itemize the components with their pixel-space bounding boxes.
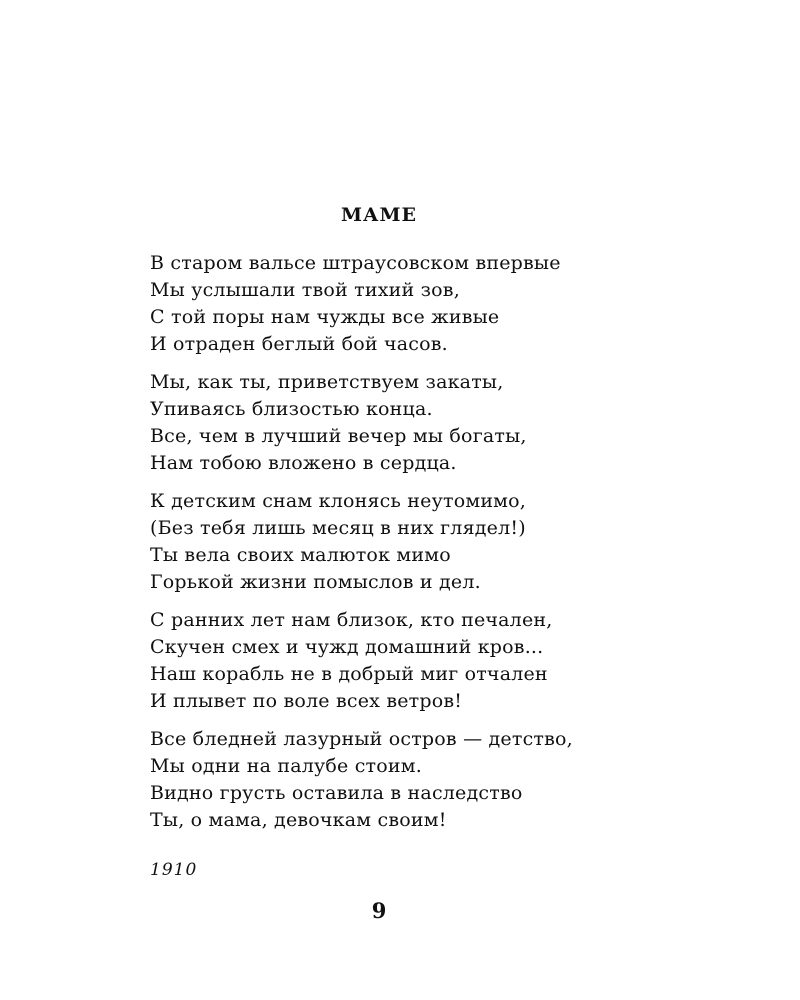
- poem-year: 1910: [150, 860, 198, 880]
- stanza-4: [150, 607, 770, 715]
- stanza-5: [150, 726, 770, 834]
- poem-line: С ранних лет нам близок, кто печален,: [150, 609, 553, 631]
- poem-line: Горькой жизни помыслов и дел.: [150, 571, 481, 593]
- page-number: 9: [371, 898, 387, 923]
- poem-line: Ты, о мама, девочкам своим!: [150, 809, 447, 831]
- poem-line: Видно грусть оставила в наследство: [150, 782, 523, 804]
- poem-line: И плывет по воле всех ветров!: [150, 690, 463, 712]
- poem-line: В старом вальсе штраусовском впервые: [150, 252, 561, 274]
- poem-line: Ты вела своих малюток мимо: [150, 544, 451, 566]
- poem-line: Упиваясь близостью конца.: [150, 398, 433, 420]
- stanza-3: [150, 488, 770, 596]
- poem-line: Нам тобою вложено в сердца.: [150, 452, 457, 474]
- poem-body: [150, 250, 770, 845]
- stanza-1: [150, 250, 770, 358]
- poem-line: Мы услышали твой тихий зов,: [150, 279, 460, 301]
- poem-line: Все бледней лазурный остров — детство,: [150, 728, 573, 750]
- poem-line: И отраден беглый бой часов.: [150, 333, 448, 355]
- poem-line: (Без тебя лишь месяц в них глядел!): [150, 517, 526, 539]
- poem-line: Все, чем в лучший вечер мы богаты,: [150, 425, 527, 447]
- poem-line: Скучен смех и чужд домашний кров...: [150, 636, 544, 658]
- poem-line: С той поры нам чужды все живые: [150, 306, 500, 328]
- stanza-2: [150, 369, 770, 477]
- poem-line: Мы, как ты, приветствуем закаты,: [150, 371, 504, 393]
- poem-title: МАМЕ: [340, 204, 418, 226]
- poem-line: К детским снам клонясь неутомимо,: [150, 490, 527, 512]
- poem-line: Наш корабль не в добрый миг отчален: [150, 663, 548, 685]
- poem-line: Мы одни на палубе стоим.: [150, 755, 422, 777]
